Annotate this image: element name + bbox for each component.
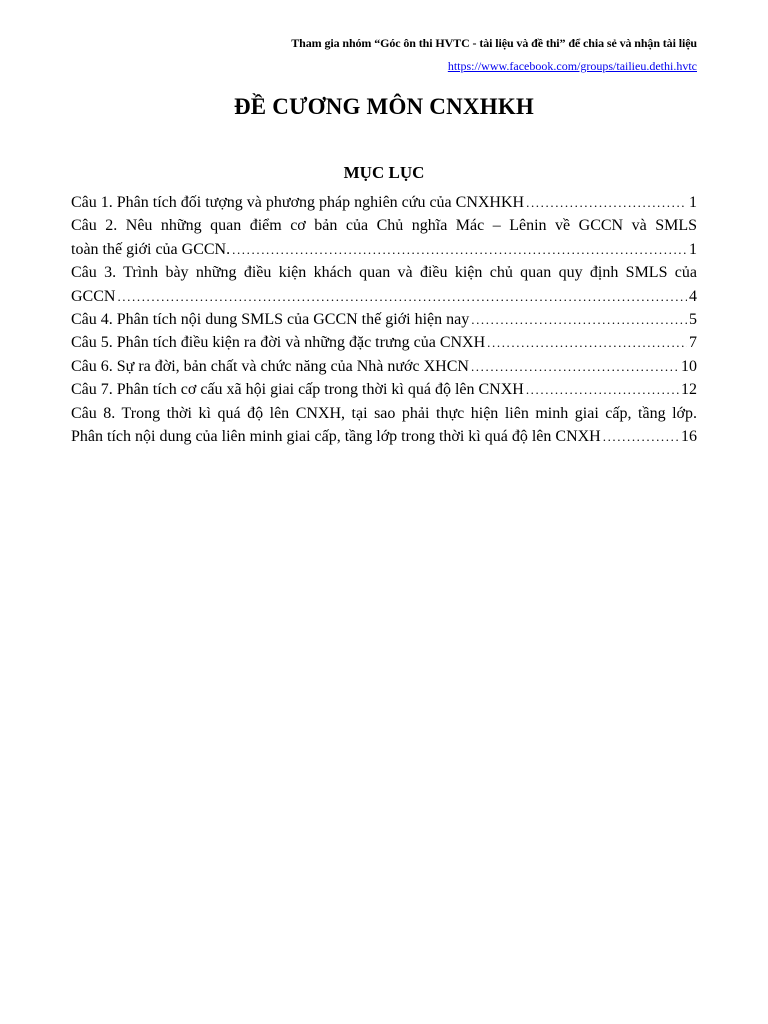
toc-entry-text: Câu 1. Phân tích đối tượng và phương pháp nghiên cứu của CNXHKH (71, 194, 525, 211)
toc-leader-dots (232, 238, 687, 261)
toc-heading: MỤC LỤC (343, 163, 425, 182)
toc-page-number: 4 (689, 287, 697, 305)
toc-entry-cau-3[interactable] (71, 261, 697, 308)
toc-page-number: 12 (681, 381, 697, 399)
toc-leader-dots (471, 355, 679, 378)
toc-entry-text: Câu 8. Trong thời kì quá độ lên CNXH, tại sao phải thực hiện liên minh giai cấp, tầng lớp. (71, 404, 697, 422)
toc-entry-text-continued: GCCN (71, 287, 116, 305)
toc-entry-text: Câu 2. Nêu những quan điểm cơ bản của Chủ nghĩa Mác – Lênin về GCCN và SMLS (71, 217, 697, 235)
table-of-contents (71, 191, 697, 448)
toc-entry-cau-1[interactable] (71, 191, 697, 214)
toc-entry-text-continued: Phân tích nội dung của liên minh giai cấp, tầng lớp trong thời kì quá độ lên CNXH (71, 428, 601, 446)
toc-page-number: 1 (689, 194, 697, 211)
toc-page-number: 7 (689, 334, 697, 352)
header-group-note: Tham gia nhóm “Góc ôn thi HVTC - tài liệu và đề thi” để chia sẻ và nhận tài liệu (291, 36, 697, 50)
toc-leader-dots (603, 425, 679, 448)
toc-entry-text: Câu 3. Trình bày những điều kiện khách quan và điều kiện chủ quan quy định SMLS của (71, 264, 697, 282)
document-title: ĐỀ CƯƠNG MÔN CNXHKH (233, 94, 534, 119)
toc-entry-cau-4[interactable] (71, 308, 697, 331)
toc-leader-dots (471, 308, 687, 331)
toc-leader-dots (117, 285, 687, 308)
toc-entry-text: Câu 5. Phân tích điều kiện ra đời và những đặc trưng của CNXH (71, 334, 486, 352)
toc-entry-cau-8[interactable] (71, 402, 697, 449)
toc-leader-dots (526, 191, 687, 214)
toc-page-number: 5 (689, 311, 697, 329)
toc-entry-text: Câu 4. Phân tích nội dung SMLS của GCCN thế giới hiện nay (71, 311, 470, 329)
toc-entry-text: Câu 7. Phân tích cơ cấu xã hội giai cấp trong thời kì quá độ lên CNXH (71, 381, 524, 399)
toc-entry-cau-2[interactable] (71, 214, 697, 261)
toc-leader-dots (487, 331, 687, 354)
toc-entry-text: Câu 6. Sự ra đời, bản chất và chức năng của Nhà nước XHCN (71, 357, 469, 375)
toc-entry-text-continued: toàn thế giới của GCCN. (71, 240, 231, 258)
toc-entry-cau-7[interactable] (71, 378, 697, 401)
toc-page-number: 16 (681, 428, 697, 446)
toc-page-number: 10 (681, 357, 697, 375)
facebook-group-link[interactable]: https://www.facebook.com/groups/tailieu.dethi.hvtc (447, 59, 697, 73)
toc-leader-dots (526, 378, 679, 401)
toc-entry-cau-6[interactable] (71, 355, 697, 378)
toc-page-number: 1 (689, 240, 697, 258)
toc-entry-cau-5[interactable] (71, 331, 697, 354)
